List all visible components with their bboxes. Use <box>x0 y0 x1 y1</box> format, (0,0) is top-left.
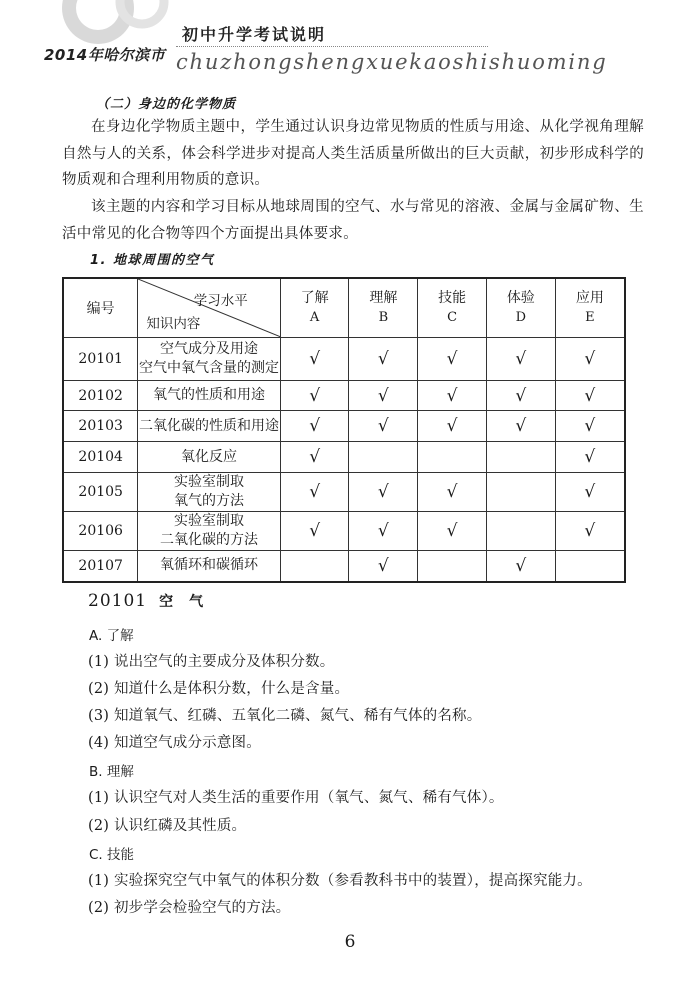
check-cell: √ <box>555 442 625 473</box>
list-item: (1) 实验探究空气中氧气的体积分数（参看教科书中的装置），提高探究能力。 <box>88 873 592 889</box>
content-line: 实验室制取 <box>174 474 245 490</box>
row-content <box>138 512 280 551</box>
level-code: C <box>447 310 458 325</box>
header-content-label: 知识内容 <box>146 316 201 332</box>
row-code: 20106 <box>63 512 138 551</box>
check-cell: √ <box>349 381 418 411</box>
level-name: 理解 <box>369 290 398 306</box>
check-cell: √ <box>555 512 625 551</box>
content-line: 空气中氧气含量的测定 <box>139 360 280 376</box>
check-cell: √ <box>280 512 349 551</box>
check-cell: √ <box>280 473 349 512</box>
check-cell: √ <box>555 473 625 512</box>
check-cell: √ <box>418 338 487 381</box>
book-title: 初中升学考试说明 <box>182 25 327 44</box>
learning-levels-table <box>62 277 626 583</box>
check-cell <box>486 512 555 551</box>
list-item: (4) 知道空气成分示意图。 <box>88 735 261 751</box>
row-content: 二氧化碳的性质和用途 <box>138 411 280 442</box>
level-code: B <box>378 310 389 325</box>
check-cell: √ <box>349 512 418 551</box>
intro-paragraph-1: 在身边化学物质主题中，学生通过认识身边常见物质的性质与用途、从化学视角理解自然与人的关系，体会科学进步对提高人类生活质量所做出的巨大贡献，初步形成科学的物质观和合理利用物质的意识。 <box>62 119 644 188</box>
table-row <box>63 381 625 411</box>
check-cell <box>349 442 418 473</box>
level-name: 应用 <box>575 290 604 306</box>
check-cell: √ <box>555 411 625 442</box>
check-cell <box>280 551 349 582</box>
row-code: 20101 <box>63 338 138 381</box>
table-row <box>63 473 625 512</box>
book-title-pinyin: chuzhongshengxuekaoshishuoming <box>176 50 608 74</box>
header-level-a <box>280 278 349 338</box>
row-code: 20105 <box>63 473 138 512</box>
list-item: (3) 知道氧气、红磷、五氧化二磷、氮气、稀有气体的名称。 <box>88 708 482 724</box>
check-cell: √ <box>349 411 418 442</box>
check-cell <box>418 551 487 582</box>
content-line: 空气成分及用途 <box>160 341 259 357</box>
level-b-label: B. 理解 <box>89 764 134 780</box>
level-c-label: C. 技能 <box>89 847 135 863</box>
header-dotted-rule <box>176 46 488 47</box>
list-item: (1) 认识空气对人类生活的重要作用（氧气、氮气、稀有气体）。 <box>88 790 504 806</box>
level-code: E <box>585 310 595 325</box>
check-cell: √ <box>349 551 418 582</box>
check-cell <box>486 473 555 512</box>
check-cell: √ <box>555 381 625 411</box>
row-content <box>138 338 280 381</box>
check-cell <box>486 442 555 473</box>
list-item: (2) 初步学会检验空气的方法。 <box>88 900 291 916</box>
table-row <box>63 512 625 551</box>
list-item: (2) 知道什么是体积分数，什么是含量。 <box>88 681 350 697</box>
check-cell: √ <box>418 473 487 512</box>
page-header <box>0 0 700 95</box>
header-code: 编号 <box>63 278 138 338</box>
row-code: 20107 <box>63 551 138 582</box>
check-cell: √ <box>280 381 349 411</box>
check-cell: √ <box>486 551 555 582</box>
table-row <box>63 551 625 582</box>
level-name: 技能 <box>438 290 467 306</box>
content-line: 氧气的方法 <box>174 493 245 509</box>
check-cell: √ <box>486 381 555 411</box>
table-row <box>63 338 625 381</box>
table-row <box>63 411 625 442</box>
row-content: 氧化反应 <box>138 442 280 473</box>
row-code: 20104 <box>63 442 138 473</box>
row-content: 氧循环和碳循环 <box>138 551 280 582</box>
check-cell: √ <box>486 411 555 442</box>
row-code: 20102 <box>63 381 138 411</box>
check-cell: √ <box>418 381 487 411</box>
header-level-d <box>486 278 555 338</box>
list-item: (2) 认识红磷及其性质。 <box>88 818 247 834</box>
row-content: 氧气的性质和用途 <box>138 381 280 411</box>
topic-title: 空气 <box>159 594 220 610</box>
header-diagonal-cell <box>138 278 280 338</box>
check-cell: √ <box>349 338 418 381</box>
section-title: （二）身边的化学物质 <box>96 97 237 112</box>
level-code: D <box>515 310 527 325</box>
table-header-row <box>63 278 625 338</box>
subsection-title: 1. 地球周围的空气 <box>90 253 215 268</box>
content-line: 二氧化碳的方法 <box>160 532 259 548</box>
page-number: 6 <box>344 932 356 952</box>
list-item: (1) 说出空气的主要成分及体积分数。 <box>88 654 335 670</box>
year-city-label: 2014年哈尔滨市 <box>44 46 166 64</box>
check-cell: √ <box>418 512 487 551</box>
check-cell <box>418 442 487 473</box>
header-level-c <box>418 278 487 338</box>
table-row <box>63 442 625 473</box>
check-cell: √ <box>486 338 555 381</box>
level-name: 了解 <box>300 290 329 306</box>
check-cell: √ <box>280 442 349 473</box>
level-a-label: A. 了解 <box>89 628 134 644</box>
check-cell: √ <box>418 411 487 442</box>
content-line: 实验室制取 <box>174 513 245 529</box>
header-level-b <box>349 278 418 338</box>
check-cell: √ <box>555 338 625 381</box>
check-cell <box>555 551 625 582</box>
row-content <box>138 473 280 512</box>
check-cell: √ <box>280 411 349 442</box>
topic-heading <box>88 591 219 611</box>
topic-code: 20101 <box>88 591 148 611</box>
level-code: A <box>309 310 320 325</box>
row-code: 20103 <box>63 411 138 442</box>
header-level-e <box>555 278 625 338</box>
check-cell: √ <box>349 473 418 512</box>
intro-paragraph-2: 该主题的内容和学习目标从地球周围的空气、水与常见的溶液、金属与金属矿物、生活中常见的化合物等四个方面提出具体要求。 <box>62 199 644 242</box>
check-cell: √ <box>280 338 349 381</box>
level-name: 体验 <box>506 290 535 306</box>
header-level-label: 学习水平 <box>193 293 248 309</box>
